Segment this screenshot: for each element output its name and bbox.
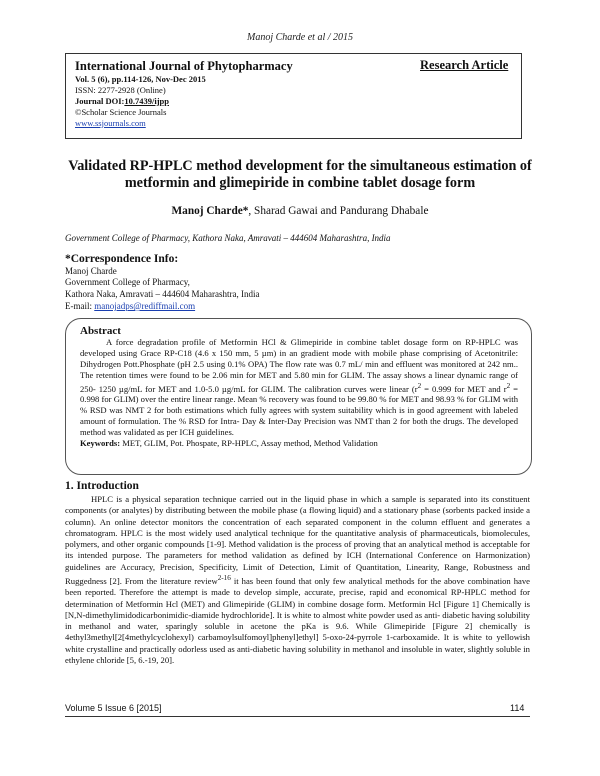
abstract-text-part: = 0.998 for GLIM) over the entire linear range. Mean % recovery was found to be 99.80 % for MET and 98.93 % for GLIM with % RSD was NMT 2 for both estimations which fully agrees with system suitability which is in good agreement with labeled amount of formulation. The % RSD for Intra- Day & Inter-Day Precision was NMT than 2 for both the drugs. The developed method was validated as per ICH guidelines.	[80, 383, 518, 438]
correspondence-name: Manoj Charde	[65, 266, 117, 276]
journal-copyright: ©Scholar Science Journals	[75, 107, 167, 117]
abstract-body	[80, 337, 518, 449]
citation-superscript: 2-16	[217, 574, 231, 583]
superscript: 2	[506, 381, 511, 390]
footer-divider	[65, 716, 530, 717]
journal-doi	[75, 96, 169, 107]
doi-label: Journal DOI:	[75, 96, 125, 106]
corresponding-author: Manoj Charde*	[171, 205, 249, 217]
introduction-text-part: HPLC is a physical separation technique carried out in the liquid phase in which a sample is separated into its constituent components (or analytes) by distributing between the mobile phase (a flowing liquid) and a stationary phase (sorbents packed inside a column). An online detector monitors the concentration of each separated component in the column effluent and generates a chromatogram. HPLC is the most widely used analytical technique for the quantitative analysis of pharmaceuticals, biomolecules, polymers, and other organic compounds [1-9]. Method validation is the process of proving that an analytical method is acceptable for its intended purpose. The parameters for method validation as defined by ICH (International Conference on Harmonization) guidelines are Accuracy, Precision, Specificity, Limit of Detection, Limit of Quantitation, Linearity, Range, Robustness and Ruggedness [2]. From the literature review	[65, 494, 530, 586]
correspondence-organization: Government College of Pharmacy,	[65, 277, 190, 287]
footer-issue: Volume 5 Issue 6 [2015]	[65, 703, 162, 713]
keywords-label: Keywords:	[80, 438, 121, 449]
introduction-paragraph	[65, 494, 530, 666]
introduction-heading: 1. Introduction	[65, 480, 139, 492]
paper-title: Validated RP-HPLC method development for the simultaneous estimation of metformin and glimepiride in combine tablet dosage form	[68, 158, 532, 191]
abstract-heading: Abstract	[80, 325, 121, 337]
correspondence-heading: *Correspondence Info:	[65, 253, 179, 265]
keywords-list: MET, GLIM, Pot. Phospate, RP-HPLC, Assay method, Method Validation	[120, 438, 378, 449]
article-type-label: Research Article	[420, 58, 509, 72]
doi-link[interactable]: 10.7439/ijpp	[124, 96, 169, 106]
correspondence-address: Kathora Naka, Amravati – 444604 Maharashtra, India	[65, 289, 260, 299]
journal-title: International Journal of Phytopharmacy	[75, 59, 293, 73]
running-head: Manoj Charde et al / 2015	[246, 32, 353, 43]
superscript: 2	[417, 381, 422, 390]
email-label: E-mail:	[65, 301, 95, 311]
journal-volume: Vol. 5 (6), pp.114-126, Nov-Dec 2015	[75, 74, 206, 84]
keywords	[80, 438, 518, 449]
introduction-body	[65, 494, 530, 666]
introduction-text-part: it has been found that only few analytical methods for the above combination have been reported. Therefore the attempt is made to develop simple, accurate, precise, rapid and economical RP-HPLC method for determination of Metformin Hcl (MET) and Glimepiride (GLIM) in combine dosage form. Metformin Hcl [Figure 1] Chemically is [N,N-dimethylimidodicarbonimidic-diamide hydrochloride]. It is white to almost white powder used as anti- diabetic having solubility in methanol and water, sparingly soluble in acetone the pKa is 9.6. While Glimepiride [Figure 2] chemically is 4ethyl3methyl[2[4methylcyclohexyl) carbamoylsulfomoyl]phenyl]ethyl] 5-oxo-24-pyrrole 1-carboxamide. It is white to yellowish white crystalline and practically odorless used as anti-diabetic having solubility in methanol and insoluble in water, slightly soluble in ethylene chloride [5, 6.-19, 20].	[65, 575, 530, 666]
page-number: 114	[510, 703, 525, 713]
affiliation: Government College of Pharmacy, Kathora Naka, Amravati – 444604 Maharashtra, India	[65, 233, 391, 243]
email-link[interactable]: manojadps@rediffmail.com	[94, 301, 196, 311]
journal-website-link[interactable]: www.ssjournals.com	[75, 118, 146, 128]
abstract-text-part: = 0.999 for MET and r	[421, 383, 507, 394]
abstract-paragraph	[80, 337, 518, 438]
author-list	[0, 205, 600, 217]
co-authors: , Sharad Gawai and Pandurang Dhabale	[248, 205, 429, 217]
correspondence-email	[65, 301, 195, 312]
abstract-text-part: A force degradation profile of Metformin HCl & Glimepiride in combine tablet dosage form on RP-HPLC was developed using Grace RP-C18 (4.6 x 150 mm, 5 µm) in an gradient mode with mobile phase comprising of Acetonitrile: Dihydrogen Pott.Phosphate (pH 2.5 using 0.1% OPA) The flow rate was 0.7 mL/ min and effluent was monitored at 242 nm.. The retention times were found to be 2.06 min for MET and 5.80 min for GLIM. The assay shows a linear dynamic range of 250- 1250 µg/mL for MET and 1.0-5.0 µg/mL for GLIM. The calibration curves were linear (r	[80, 337, 518, 394]
journal-issn: ISSN: 2277-2928 (Online)	[75, 85, 166, 95]
